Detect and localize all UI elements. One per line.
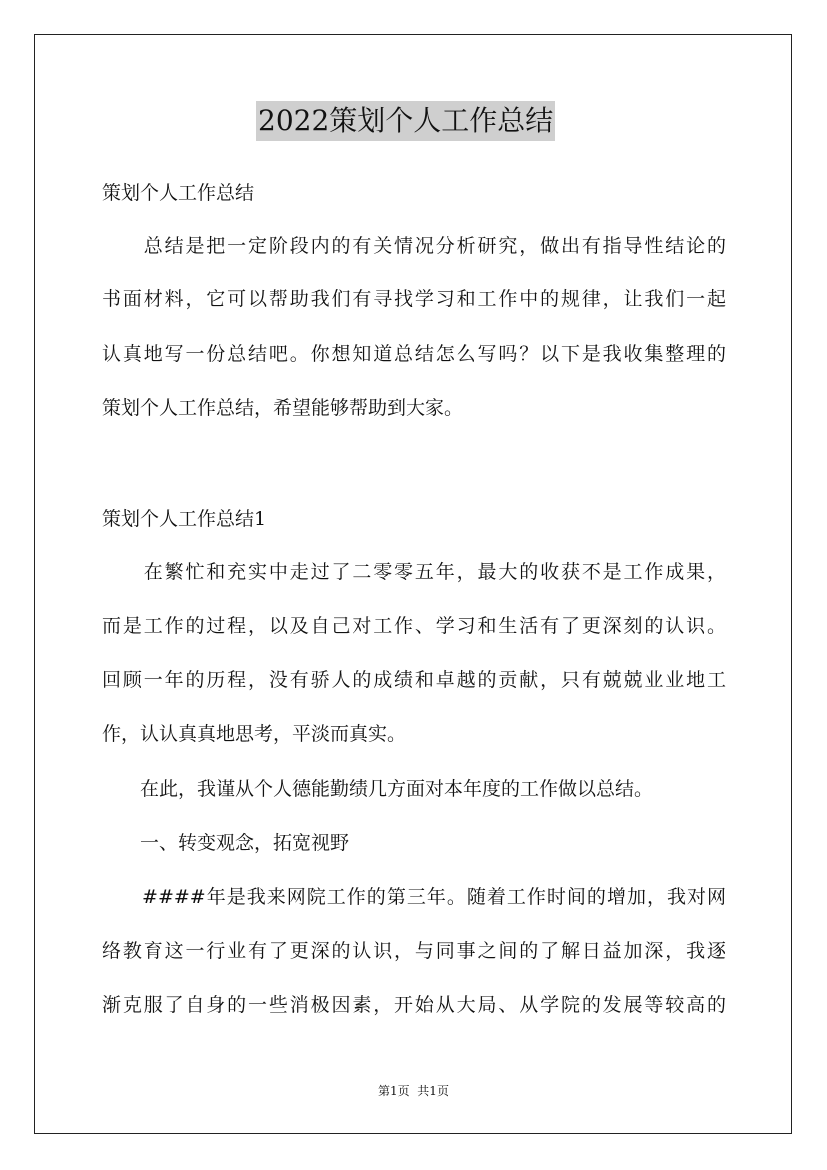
section-line-1: 在繁忙和充实中走过了二零零五年，最大的收获不是工作成果， bbox=[102, 561, 726, 583]
section-line-4: 作，认认真真地思考，平淡而真实。 bbox=[102, 723, 407, 745]
intro-line-4: 策划个人工作总结，希望能够帮助到大家。 bbox=[102, 397, 464, 419]
document-heading: 策划个人工作总结 bbox=[102, 182, 255, 204]
section-line-9: 渐克服了自身的一些消极因素，开始从大局、从学院的发展等较高的 bbox=[102, 994, 726, 1016]
section-line-3: 回顾一年的历程，没有骄人的成绩和卓越的贡献，只有兢兢业业地工 bbox=[102, 669, 726, 691]
document-title: 2022策划个人工作总结 bbox=[256, 101, 555, 141]
page-number-footer: 第1页 共1页 bbox=[378, 1084, 449, 1098]
intro-line-3: 认真地写一份总结吧。你想知道总结怎么写吗？以下是我收集整理的 bbox=[102, 343, 726, 365]
section-line-8: 络教育这一行业有了更深的认识，与同事之间的了解日益加深，我逐 bbox=[102, 940, 726, 962]
section-line-2: 而是工作的过程，以及自己对工作、学习和生活有了更深刻的认识。 bbox=[102, 615, 726, 637]
section-line-5: 在此，我谨从个人德能勤绩几方面对本年度的工作做以总结。 bbox=[102, 778, 654, 800]
section-line-7: ####年是我来网院工作的第三年。随着工作时间的增加，我对网 bbox=[102, 886, 726, 908]
section-heading: 策划个人工作总结1 bbox=[102, 508, 267, 530]
intro-line-1: 总结是把一定阶段内的有关情况分析研究，做出有指导性结论的 bbox=[102, 235, 726, 257]
intro-line-2: 书面材料，它可以帮助我们有寻找学习和工作中的规律，让我们一起 bbox=[102, 288, 726, 310]
section-line-6: 一、转变观念，拓宽视野 bbox=[102, 832, 350, 854]
